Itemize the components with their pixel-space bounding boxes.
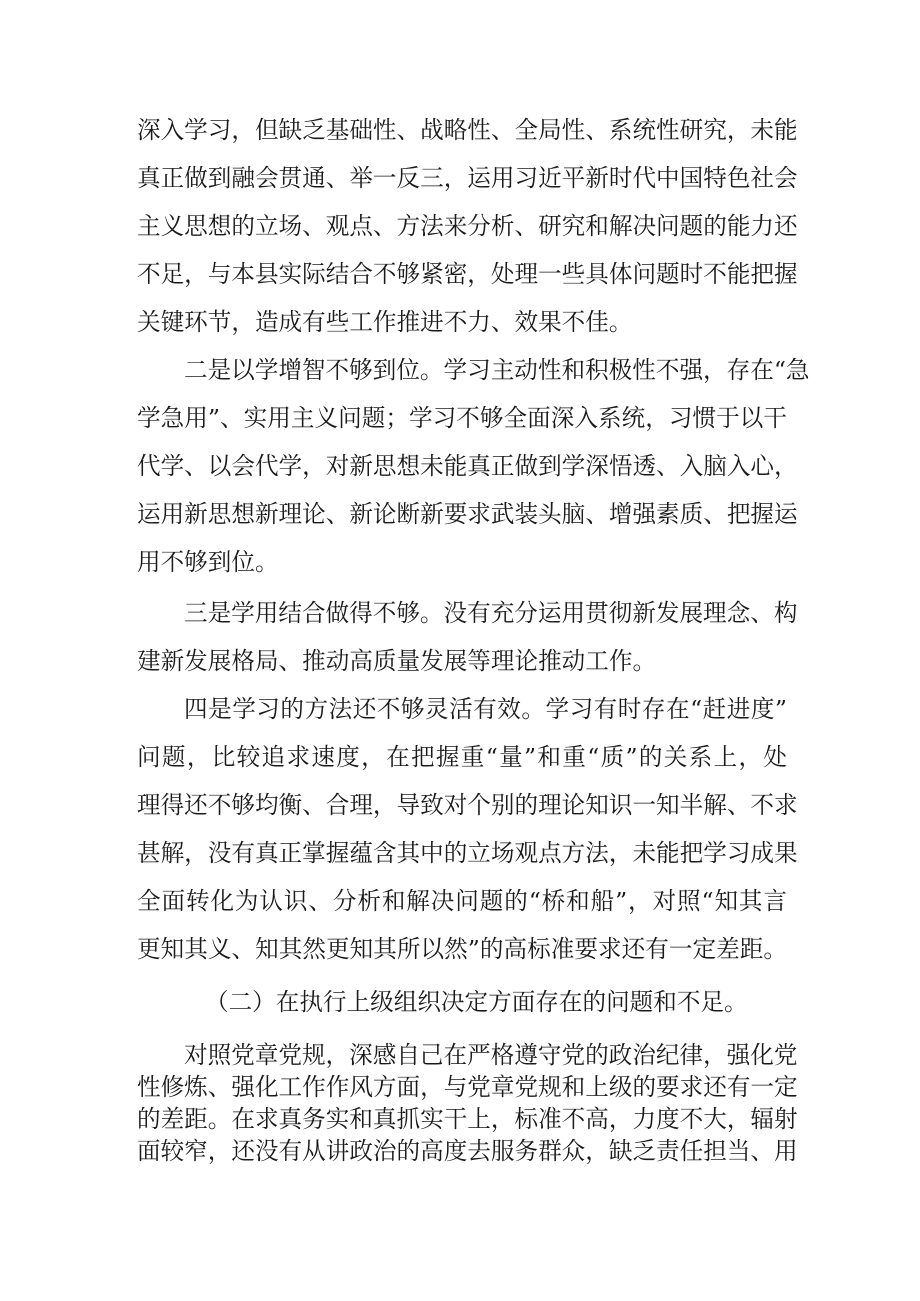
text-line: 性修炼、强化工作作风方面，与党章党规和上级的要求还有一定 [137, 1073, 798, 1101]
text-line: 甚解，没有真正掌握蕴含其中的立场观点方法，未能把学习成果 [137, 839, 798, 867]
text-line: 关键环节，造成有些工作推进不力、效果不佳。 [137, 308, 633, 336]
text-line: 建新发展格局、推动高质量发展等理论推动工作。 [137, 647, 657, 675]
text-line: 的差距。在求真务实和真抓实干上，标准不高，力度不大，辐射 [137, 1105, 798, 1133]
text-line: 全面转化为认识、分析和解决问题的“桥和船”，对照“知其言 [137, 887, 787, 915]
text-line: 理得还不够均衡、合理，导致对个别的理论知识一知半解、不求 [137, 791, 798, 819]
text-line: 三是学用结合做得不够。没有充分运用贯彻新发展理念、构 [184, 599, 798, 627]
text-line: 不足，与本县实际结合不够紧密，处理一些具体问题时不能把握 [137, 260, 798, 288]
text-line: 用不够到位。 [137, 548, 279, 576]
text-line: 面较窄，还没有从讲政治的高度去服务群众，缺乏责任担当、用 [137, 1137, 798, 1165]
text-line: 代学、以会代学，对新思想未能真正做到学深悟透、入脑入心， [137, 452, 798, 480]
text-line: 二是以学增智不够到位。学习主动性和积极性不强，存在“急 [184, 356, 810, 384]
text-line: 学急用”、实用主义问题；学习不够全面深入系统，习惯于以干 [137, 404, 787, 432]
section-heading: （二）在执行上级组织决定方面存在的问题和不足。 [205, 988, 748, 1016]
text-line: 主义思想的立场、观点、方法来分析、研究和解决问题的能力还 [137, 212, 798, 240]
text-line: 对照党章党规，深感自己在严格遵守党的政治纪律，强化党 [184, 1041, 798, 1069]
text-line: 深入学习，但缺乏基础性、战略性、全局性、系统性研究，未能 [137, 116, 798, 144]
text-line: 运用新思想新理论、新论断新要求武装头脑、增强素质、把握运 [137, 500, 798, 528]
text-line: 四是学习的方法还不够灵活有效。学习有时存在“赶进度” [184, 695, 787, 723]
text-line: 问题，比较追求速度，在把握重“量”和重“质”的关系上，处 [137, 743, 787, 771]
text-line: 更知其义、知其然更知其所以然”的高标准要求还有一定差距。 [137, 935, 787, 963]
text-line: 真正做到融会贯通、举一反三，运用习近平新时代中国特色社会 [137, 164, 798, 192]
